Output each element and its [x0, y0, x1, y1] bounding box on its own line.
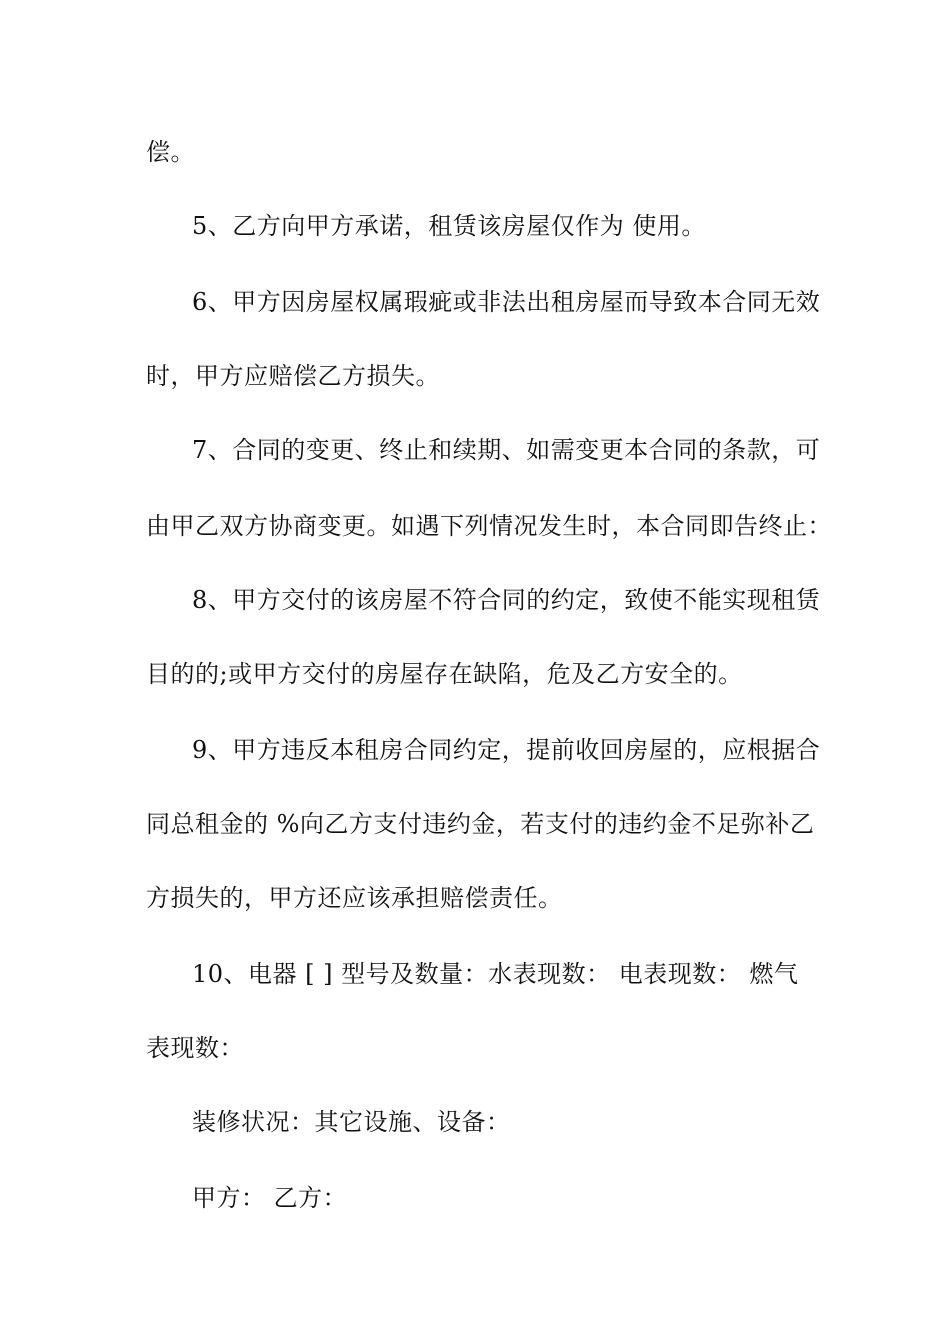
- clause-9-continued-1: 同总租金的 %向乙方支付违约金，若支付的违约金不足弥补乙: [146, 810, 815, 838]
- clause-8: 8、甲方交付的该房屋不符合同的约定，致使不能实现租赁: [192, 586, 821, 614]
- clause-5: 5、乙方向甲方承诺，租赁该房屋仅作为 使用。: [192, 212, 706, 240]
- clause-6-continued: 时，甲方应赔偿乙方损失。: [146, 362, 440, 390]
- text-line-1: 偿。: [146, 138, 195, 166]
- clause-7: 7、合同的变更、终止和续期、如需变更本合同的条款，可: [192, 436, 821, 464]
- clause-7-continued: 由甲乙双方协商变更。如遇下列情况发生时，本合同即告终止：: [146, 512, 832, 540]
- clause-9-continued-2: 方损失的，甲方还应该承担赔偿责任。: [146, 884, 563, 912]
- signature-parties: 甲方： 乙方：: [192, 1184, 348, 1212]
- decoration-status: 装修状况：其它设施、设备：: [192, 1108, 511, 1136]
- clause-10: 10、电器 [ ] 型号及数量：水表现数： 电表现数： 燃气: [192, 960, 799, 988]
- clause-10-continued: 表现数：: [146, 1034, 244, 1062]
- clause-6: 6、甲方因房屋权属瑕疵或非法出租房屋而导致本合同无效: [192, 288, 821, 316]
- clause-9: 9、甲方违反本租房合同约定，提前收回房屋的，应根据合: [192, 736, 821, 764]
- clause-8-continued: 目的的;或甲方交付的房屋存在缺陷，危及乙方安全的。: [146, 660, 743, 688]
